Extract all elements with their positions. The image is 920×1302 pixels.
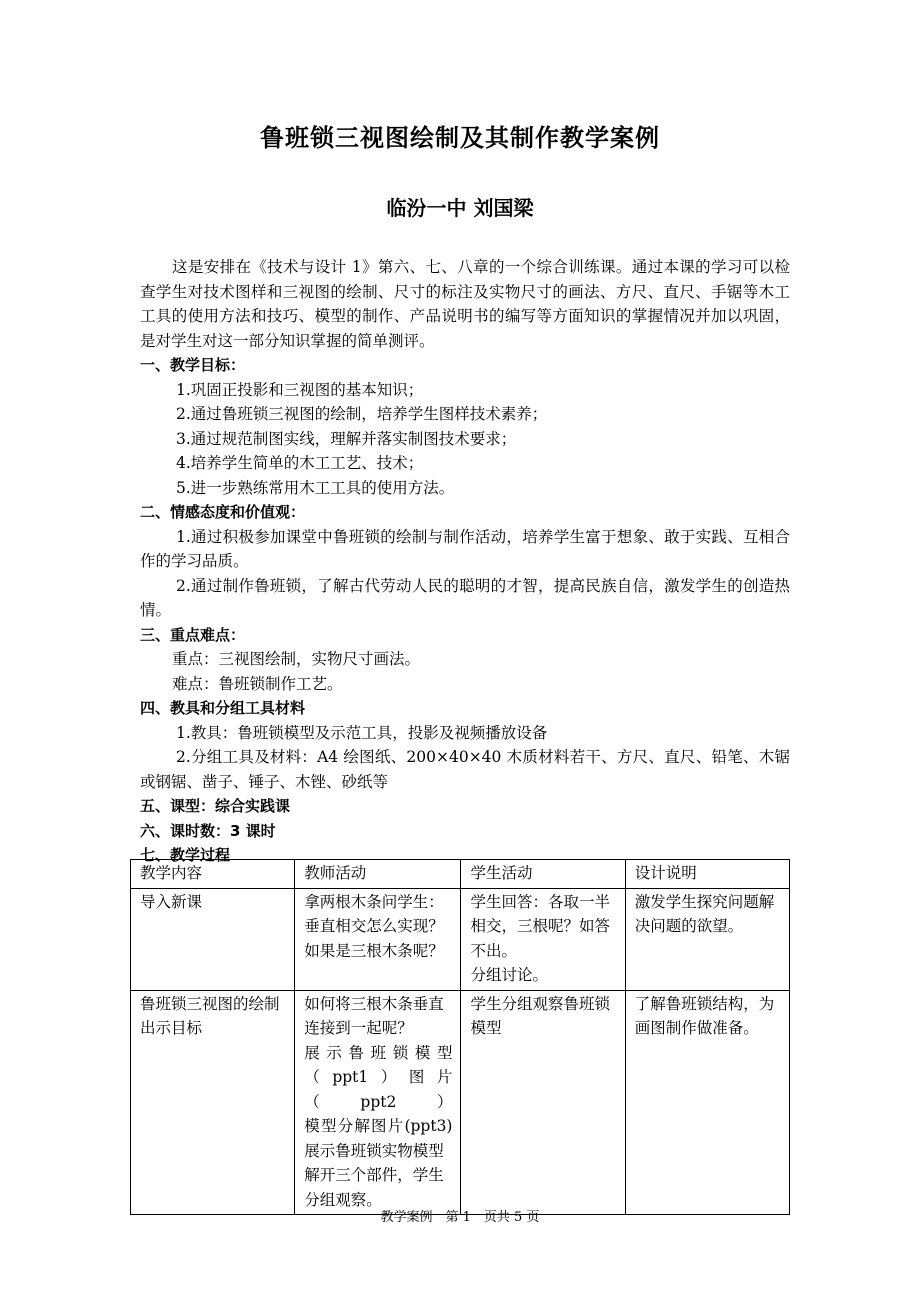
cell-line: 学生分组观察鲁班锁 — [470, 994, 610, 1013]
cell-line: 出示目标 — [140, 1019, 203, 1037]
cell-line: 连接到一起呢？ — [304, 1019, 413, 1037]
cell-line: 了解鲁班锁结构，为 — [634, 994, 775, 1013]
cell-line: 分组观察。 — [304, 1190, 382, 1209]
cell-line: 决问题的欲望。 — [634, 917, 744, 935]
cell-line: 相交，三根呢？如答 — [470, 917, 610, 935]
objective-item: 5.进一步熟练常用木工工具的使用方法。 — [176, 478, 455, 497]
cell-line: 学生回答：各取一半 — [470, 892, 610, 911]
materials-item: 1.教具：鲁班锁模型及示范工具，投影及视频播放设备 — [176, 723, 548, 742]
table-cell-student — [461, 990, 625, 1215]
cell-line: 模型 — [470, 1019, 502, 1037]
table-header-cell: 设计说明 — [625, 860, 789, 889]
table-header-cell: 教师活动 — [295, 860, 461, 889]
section-heading-values: 二、情感态度和价值观： — [140, 503, 306, 521]
page-footer: 教学案例 第 1 页共 5 页 — [380, 1210, 540, 1225]
author-line: 临汾一中 刘国梁 — [386, 196, 534, 220]
section-heading-materials: 四、教具和分组工具材料 — [140, 699, 306, 717]
teaching-process-table — [130, 859, 790, 1215]
key-point-item: 难点：鲁班锁制作工艺。 — [172, 674, 343, 693]
table-cell-content — [131, 888, 295, 990]
table-cell-design — [625, 888, 789, 990]
table-cell-content — [131, 990, 295, 1215]
section-heading-process: 七、教学过程 — [140, 846, 231, 864]
table-cell-design — [625, 990, 789, 1215]
section-heading-objectives: 一、教学目标： — [140, 356, 246, 374]
table-cell-teacher — [295, 990, 461, 1215]
table-header-cell: 学生活动 — [461, 860, 625, 889]
values-item: 1.通过积极参加课堂中鲁班锁的绘制与制作活动，培养学生富于想象、敢于实践、互相合作的学习品质。 — [140, 527, 790, 570]
table-row — [131, 888, 790, 990]
section-heading-key-points: 三、重点难点： — [140, 625, 246, 644]
cell-line: 解开三个部件，学生 — [304, 1166, 444, 1184]
table-row — [131, 990, 790, 1215]
cell-line: 展示鲁班锁模型 — [304, 1043, 453, 1062]
section-heading-lesson-type: 五、课型：综合实践课 — [140, 797, 291, 815]
objective-item: 1.巩固正投影和三视图的基本知识； — [176, 380, 424, 399]
cell-line: 垂直相交怎么实现？ — [304, 917, 444, 935]
objective-item: 3.通过规范制图实线，理解并落实制图技术要求； — [176, 429, 517, 448]
cell-line: 画图制作做准备。 — [634, 1019, 759, 1037]
document-body — [140, 255, 790, 868]
key-point-item: 重点：三视图绘制，实物尺寸画法。 — [172, 650, 421, 668]
cell-line: 激发学生探究问题解 — [634, 892, 775, 911]
cell-line: 如果是三根木条呢？ — [304, 941, 444, 960]
cell-line: 拿两根木条问学生： — [304, 892, 444, 911]
table-cell-teacher — [295, 888, 461, 990]
objective-item: 4.培养学生简单的木工工艺、技术； — [176, 454, 424, 472]
cell-line: 如何将三根木条垂直 — [304, 994, 444, 1013]
materials-item: 2.分组工具及材料：A4 绘图纸、200×40×40 木质材料若干、方尺、直尺、铅笔、木锯或钢锯、凿子、锤子、木锉、砂纸等 — [140, 748, 790, 791]
table-header-row — [131, 860, 790, 889]
values-item: 2.通过制作鲁班锁，了解古代劳动人民的聪明的才智，提高民族自信，激发学生的创造热情。 — [140, 576, 790, 619]
cell-line: 分组讨论。 — [470, 966, 548, 984]
cell-line: 展示鲁班锁实物模型 — [304, 1141, 444, 1160]
cell-line: 导入新课 — [140, 892, 203, 911]
table-cell-student — [461, 888, 625, 990]
intro-paragraph: 这是安排在《技术与设计 1》第六、七、八章的一个综合训练课。通过本课的学习可以检查学生对技术图样和三视图的绘制、尺寸的标注及实物尺寸的画法、方尺、直尺、手锯等木工工具的使用方法和技巧、模型的制作、产品说明书的编写等方面知识的掌握情况并加以巩固，是对学生对这一部分知识掌握的简单测评。 — [140, 258, 790, 350]
cell-line: 模型分解图片(ppt3) — [304, 1117, 453, 1135]
table-header-cell: 教学内容 — [131, 860, 295, 889]
cell-line: 不出。 — [470, 941, 517, 960]
section-heading-hours: 六、课时数：3 课时 — [140, 821, 276, 840]
objective-item: 2.通过鲁班锁三视图的绘制，培养学生图样技术素养； — [176, 405, 548, 423]
document-title: 鲁班锁三视图绘制及其制作教学案例 — [260, 124, 660, 152]
cell-line: （ppt1）图片（ppt2） — [304, 1068, 453, 1111]
cell-line: 鲁班锁三视图的绘制 — [140, 994, 280, 1013]
